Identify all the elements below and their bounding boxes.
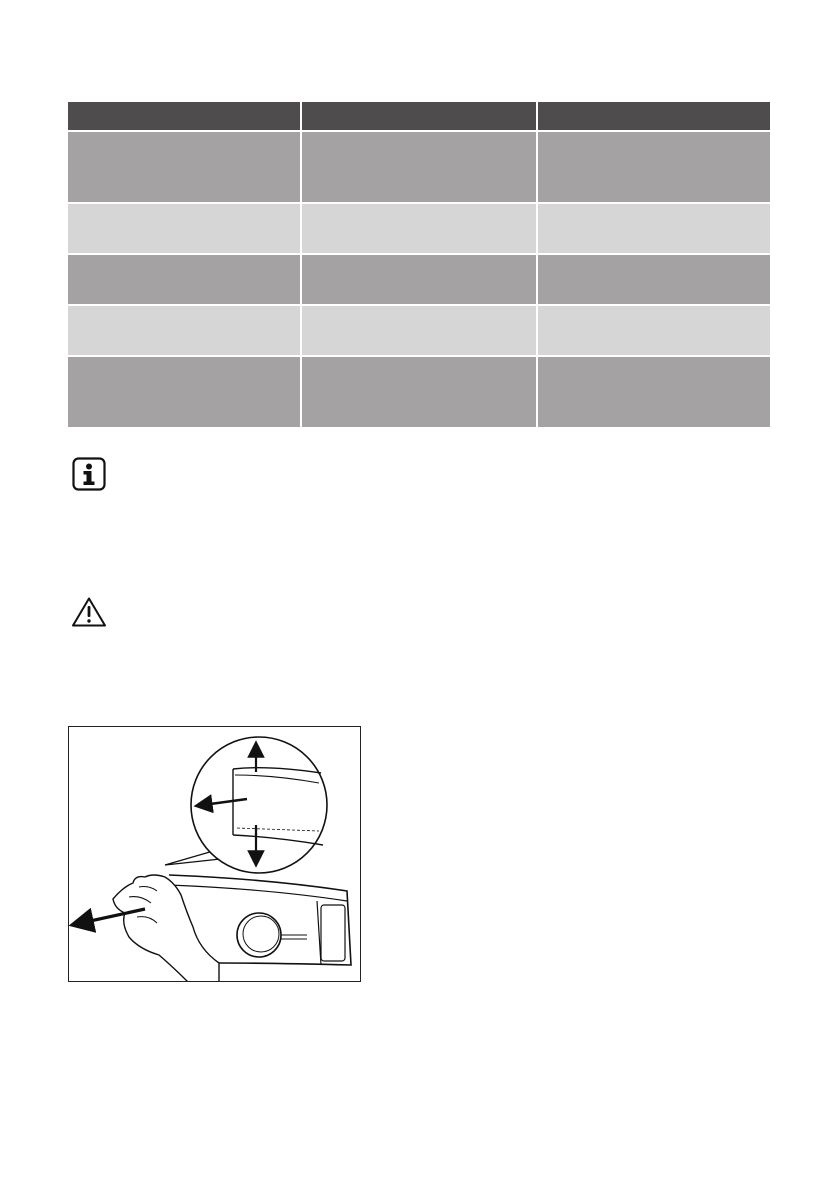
- table-cell: [302, 306, 538, 357]
- table-cell: [538, 357, 770, 429]
- table-header-cell: [68, 102, 302, 132]
- table-row: [68, 357, 770, 429]
- table-header-row: [68, 102, 770, 132]
- information-icon: [72, 457, 106, 491]
- table-row: [68, 255, 770, 306]
- table-header-cell: [538, 102, 770, 132]
- table-cell: [538, 255, 770, 306]
- table-cell: [68, 255, 302, 306]
- table-cell: [538, 204, 770, 255]
- table-row: [68, 132, 770, 204]
- table-cell: [68, 132, 302, 204]
- control-panel-illustration: [68, 726, 361, 982]
- temperature-settings-table: [68, 102, 770, 429]
- table-row: [68, 306, 770, 357]
- table-header-cell: [302, 102, 538, 132]
- magnified-inset: [165, 737, 327, 873]
- table-cell: [302, 132, 538, 204]
- table-cell: [302, 204, 538, 255]
- table-cell: [302, 357, 538, 429]
- table-cell: [302, 255, 538, 306]
- table-cell: [68, 357, 302, 429]
- table-cell: [538, 132, 770, 204]
- table-cell: [68, 306, 302, 357]
- warning-triangle-icon: [71, 596, 107, 628]
- table-row: [68, 204, 770, 255]
- table-cell: [538, 306, 770, 357]
- table-cell: [68, 204, 302, 255]
